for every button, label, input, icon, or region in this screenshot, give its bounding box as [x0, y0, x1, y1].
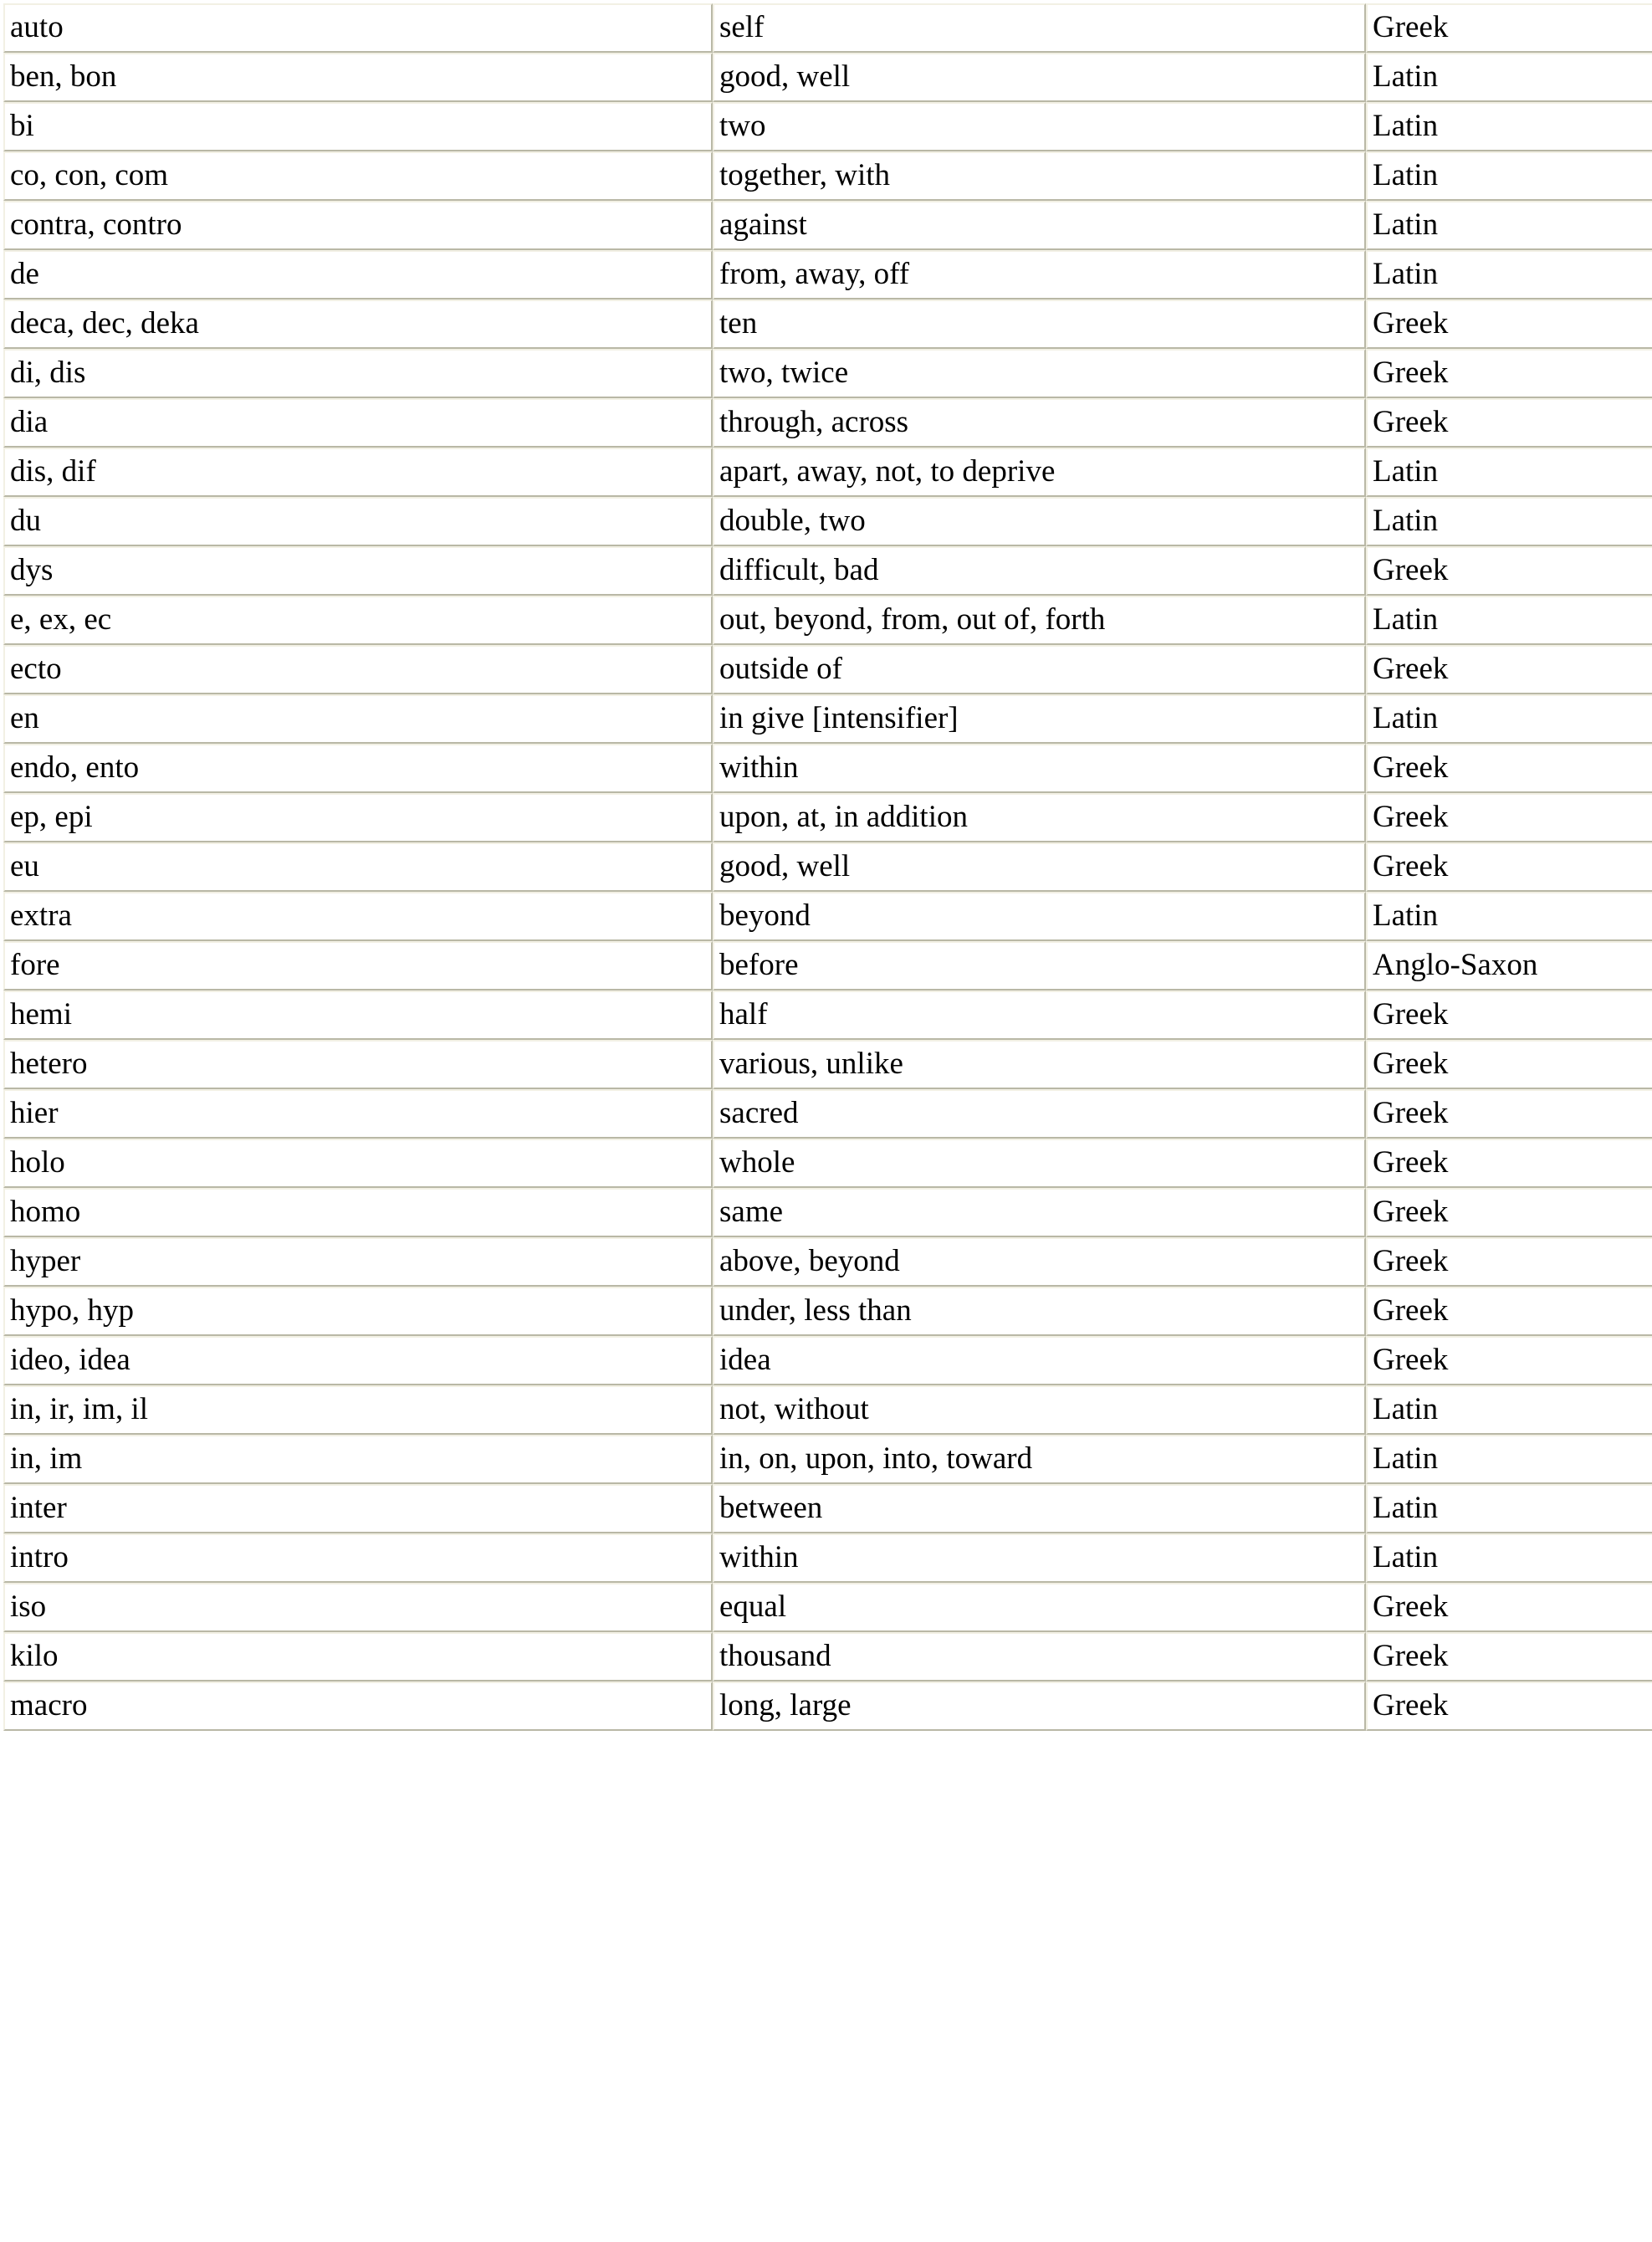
table-row	[3, 1533, 1652, 1583]
table-cell-prefix: endo, ento	[3, 744, 713, 793]
table-cell-meaning: within	[713, 744, 1366, 793]
table-cell-origin: Latin	[1366, 1484, 1652, 1533]
table-cell-prefix: holo	[3, 1139, 713, 1188]
table-cell-origin: Latin	[1366, 694, 1652, 744]
table-cell-meaning: whole	[713, 1139, 1366, 1188]
table-cell-origin: Greek	[1366, 744, 1652, 793]
table-cell-meaning: from, away, off	[713, 250, 1366, 299]
table-cell-meaning: in, on, upon, into, toward	[713, 1435, 1366, 1484]
table-cell-origin: Greek	[1366, 1583, 1652, 1632]
table-row	[3, 1583, 1652, 1632]
table-cell-meaning: ten	[713, 299, 1366, 349]
table-cell-prefix: hetero	[3, 1040, 713, 1089]
table-row	[3, 744, 1652, 793]
table-cell-origin: Greek	[1366, 1139, 1652, 1188]
table-cell-prefix: in, ir, im, il	[3, 1385, 713, 1435]
table-cell-meaning: within	[713, 1533, 1366, 1583]
table-row	[3, 398, 1652, 448]
table-cell-meaning: idea	[713, 1336, 1366, 1385]
table-row	[3, 1089, 1652, 1139]
table-cell-meaning: upon, at, in addition	[713, 793, 1366, 842]
table-row	[3, 1237, 1652, 1287]
table-row	[3, 645, 1652, 694]
table-cell-meaning: difficult, bad	[713, 546, 1366, 596]
table-cell-prefix: macro	[3, 1682, 713, 1731]
table-row	[3, 1385, 1652, 1435]
table-cell-origin: Latin	[1366, 53, 1652, 102]
table-cell-origin: Greek	[1366, 793, 1652, 842]
table-row	[3, 349, 1652, 398]
table-row	[3, 151, 1652, 201]
table-cell-origin: Latin	[1366, 892, 1652, 941]
table-cell-meaning: before	[713, 941, 1366, 990]
table-cell-meaning: apart, away, not, to deprive	[713, 448, 1366, 497]
table-cell-origin: Latin	[1366, 250, 1652, 299]
table-row	[3, 1139, 1652, 1188]
table-cell-origin: Latin	[1366, 497, 1652, 546]
table-row	[3, 1682, 1652, 1731]
table-cell-origin: Greek	[1366, 1089, 1652, 1139]
table-cell-origin: Greek	[1366, 398, 1652, 448]
table-cell-origin: Latin	[1366, 1533, 1652, 1583]
table-cell-origin: Latin	[1366, 596, 1652, 645]
table-row	[3, 299, 1652, 349]
table-cell-meaning: good, well	[713, 842, 1366, 892]
table-row	[3, 596, 1652, 645]
table-cell-meaning: thousand	[713, 1632, 1366, 1682]
table-cell-origin: Latin	[1366, 1385, 1652, 1435]
table-cell-origin: Greek	[1366, 299, 1652, 349]
table-row	[3, 448, 1652, 497]
table-row	[3, 1040, 1652, 1089]
table-cell-prefix: hemi	[3, 990, 713, 1040]
table-cell-origin: Greek	[1366, 1188, 1652, 1237]
table-cell-prefix: hier	[3, 1089, 713, 1139]
table-cell-meaning: through, across	[713, 398, 1366, 448]
table-cell-prefix: auto	[3, 3, 713, 53]
table-row	[3, 1336, 1652, 1385]
table-row	[3, 1435, 1652, 1484]
table-cell-meaning: above, beyond	[713, 1237, 1366, 1287]
table-cell-meaning: sacred	[713, 1089, 1366, 1139]
table-cell-meaning: good, well	[713, 53, 1366, 102]
table-cell-prefix: en	[3, 694, 713, 744]
table-cell-prefix: hypo, hyp	[3, 1287, 713, 1336]
table-cell-origin: Greek	[1366, 842, 1652, 892]
table-cell-meaning: two, twice	[713, 349, 1366, 398]
table-cell-prefix: inter	[3, 1484, 713, 1533]
table-cell-prefix: e, ex, ec	[3, 596, 713, 645]
table-row	[3, 53, 1652, 102]
table-cell-meaning: same	[713, 1188, 1366, 1237]
table-cell-origin: Greek	[1366, 3, 1652, 53]
table-cell-origin: Greek	[1366, 1336, 1652, 1385]
table-cell-meaning: two	[713, 102, 1366, 151]
table-row	[3, 842, 1652, 892]
table-row	[3, 990, 1652, 1040]
table-row	[3, 1484, 1652, 1533]
table-cell-meaning: equal	[713, 1583, 1366, 1632]
table-row	[3, 250, 1652, 299]
prefix-table-body	[3, 3, 1652, 1731]
table-cell-origin: Anglo-Saxon	[1366, 941, 1652, 990]
table-cell-meaning: double, two	[713, 497, 1366, 546]
table-row	[3, 201, 1652, 250]
table-cell-prefix: dia	[3, 398, 713, 448]
table-cell-prefix: dys	[3, 546, 713, 596]
table-cell-prefix: du	[3, 497, 713, 546]
table-cell-meaning: various, unlike	[713, 1040, 1366, 1089]
prefix-table	[3, 3, 1652, 1731]
table-cell-prefix: in, im	[3, 1435, 713, 1484]
table-cell-meaning: under, less than	[713, 1287, 1366, 1336]
table-row	[3, 546, 1652, 596]
table-cell-origin: Greek	[1366, 645, 1652, 694]
table-row	[3, 1287, 1652, 1336]
table-row	[3, 793, 1652, 842]
table-cell-origin: Latin	[1366, 102, 1652, 151]
table-cell-meaning: half	[713, 990, 1366, 1040]
table-cell-origin: Latin	[1366, 448, 1652, 497]
table-cell-meaning: together, with	[713, 151, 1366, 201]
table-cell-meaning: outside of	[713, 645, 1366, 694]
table-cell-prefix: deca, dec, deka	[3, 299, 713, 349]
table-cell-origin: Greek	[1366, 1237, 1652, 1287]
table-cell-prefix: ep, epi	[3, 793, 713, 842]
table-cell-prefix: fore	[3, 941, 713, 990]
table-cell-prefix: ecto	[3, 645, 713, 694]
table-cell-prefix: eu	[3, 842, 713, 892]
prefix-table-container	[0, 3, 1652, 1731]
table-row	[3, 892, 1652, 941]
table-cell-prefix: kilo	[3, 1632, 713, 1682]
table-cell-origin: Latin	[1366, 151, 1652, 201]
table-cell-prefix: ideo, idea	[3, 1336, 713, 1385]
table-cell-prefix: de	[3, 250, 713, 299]
table-row	[3, 1188, 1652, 1237]
table-cell-prefix: dis, dif	[3, 448, 713, 497]
table-row	[3, 497, 1652, 546]
table-cell-origin: Greek	[1366, 349, 1652, 398]
table-cell-meaning: out, beyond, from, out of, forth	[713, 596, 1366, 645]
table-cell-origin: Greek	[1366, 1287, 1652, 1336]
table-cell-origin: Greek	[1366, 1632, 1652, 1682]
table-cell-origin: Greek	[1366, 546, 1652, 596]
table-row	[3, 694, 1652, 744]
table-cell-prefix: ben, bon	[3, 53, 713, 102]
table-cell-meaning: beyond	[713, 892, 1366, 941]
table-cell-origin: Latin	[1366, 201, 1652, 250]
table-cell-origin: Greek	[1366, 990, 1652, 1040]
table-cell-meaning: against	[713, 201, 1366, 250]
table-cell-prefix: contra, contro	[3, 201, 713, 250]
table-cell-prefix: di, dis	[3, 349, 713, 398]
table-cell-meaning: in give [intensifier]	[713, 694, 1366, 744]
table-cell-prefix: homo	[3, 1188, 713, 1237]
table-cell-meaning: long, large	[713, 1682, 1366, 1731]
table-cell-origin: Greek	[1366, 1040, 1652, 1089]
table-cell-meaning: not, without	[713, 1385, 1366, 1435]
table-cell-origin: Greek	[1366, 1682, 1652, 1731]
table-cell-origin: Latin	[1366, 1435, 1652, 1484]
table-cell-meaning: self	[713, 3, 1366, 53]
table-cell-prefix: hyper	[3, 1237, 713, 1287]
table-row	[3, 941, 1652, 990]
table-cell-prefix: iso	[3, 1583, 713, 1632]
table-cell-prefix: extra	[3, 892, 713, 941]
table-cell-meaning: between	[713, 1484, 1366, 1533]
table-cell-prefix: bi	[3, 102, 713, 151]
table-cell-prefix: intro	[3, 1533, 713, 1583]
table-row	[3, 3, 1652, 53]
table-cell-prefix: co, con, com	[3, 151, 713, 201]
table-row	[3, 102, 1652, 151]
table-row	[3, 1632, 1652, 1682]
